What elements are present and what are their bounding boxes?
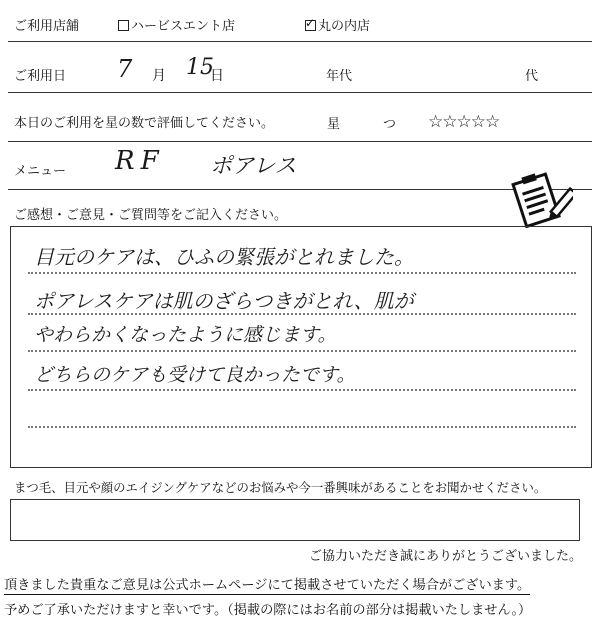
visit-month-value[interactable]: 7 bbox=[117, 55, 133, 83]
age-label: 年代 bbox=[326, 69, 353, 84]
store-label: ご利用店舗 bbox=[14, 19, 80, 34]
age-unit: 代 bbox=[525, 69, 539, 84]
comment-rule bbox=[28, 350, 576, 352]
age-input[interactable] bbox=[440, 66, 520, 84]
comment-rule bbox=[28, 389, 576, 391]
divider bbox=[8, 189, 592, 190]
menu-value-rf[interactable]: RF bbox=[115, 146, 165, 176]
comment-line-4: どちらのケアも受けて良かったです。 bbox=[34, 364, 356, 386]
interest-input[interactable] bbox=[10, 499, 580, 541]
rating-label: 本日のご利用を星の数で評価してください。 bbox=[14, 116, 275, 131]
clipboard-pencil-icon bbox=[507, 172, 573, 228]
thanks-text: ご協力いただき誠にありがとうございました。 bbox=[308, 549, 582, 564]
checkbox-marunouchi[interactable] bbox=[305, 16, 316, 31]
comment-rule bbox=[28, 272, 576, 274]
divider bbox=[8, 141, 592, 142]
star-unit: つ bbox=[383, 117, 397, 132]
comment-rule bbox=[28, 426, 576, 428]
interest-label: まつ毛、目元や顔のエイジングケアなどのお悩みや今一番興味があることをお聞かせください。 bbox=[14, 480, 547, 495]
notice-line-1: 頂きました貴重なご意見は公式ホームページにて掲載させていただく場合がございます。 bbox=[4, 578, 531, 593]
notice-line-2: 予めご了承いただけますと幸いです。（掲載の際にはお名前の部分は掲載いたしません。） bbox=[4, 603, 532, 618]
comments-label: ご感想・ご意見・ご質問等をご記入ください。 bbox=[14, 208, 288, 223]
star-rating-icons[interactable]: ☆☆☆☆☆ bbox=[428, 112, 500, 132]
visit-day-unit: 日 bbox=[210, 68, 224, 84]
comment-line-1: 目元のケアは、ひふの緊張がとれました。 bbox=[34, 245, 414, 269]
comment-line-3: やわらかくなったように感じます。 bbox=[34, 324, 337, 346]
visit-day-value[interactable]: 15 bbox=[186, 55, 214, 80]
store-option-marunouchi[interactable] bbox=[305, 16, 371, 35]
comment-line-2: ポアレスケアは肌のざらつきがとれ、肌が bbox=[34, 289, 414, 313]
store-option-harbis-label: ハービスエント店 bbox=[131, 19, 236, 34]
visit-date-label: ご利用日 bbox=[14, 69, 67, 84]
menu-label: メニュー bbox=[14, 164, 67, 179]
store-option-marunouchi-label: 丸の内店 bbox=[318, 19, 371, 34]
visit-month-unit: 月 bbox=[152, 68, 166, 84]
star-count-input[interactable] bbox=[350, 114, 378, 132]
comment-rule bbox=[28, 313, 576, 315]
menu-value-poreless[interactable]: ポアレス bbox=[210, 154, 297, 179]
divider bbox=[8, 92, 592, 93]
checkbox-harbis[interactable] bbox=[118, 20, 129, 31]
star-label: 星 bbox=[327, 117, 341, 132]
divider bbox=[8, 41, 592, 42]
store-option-harbis[interactable] bbox=[118, 19, 235, 35]
check-mark-icon: ✓ bbox=[305, 16, 316, 30]
